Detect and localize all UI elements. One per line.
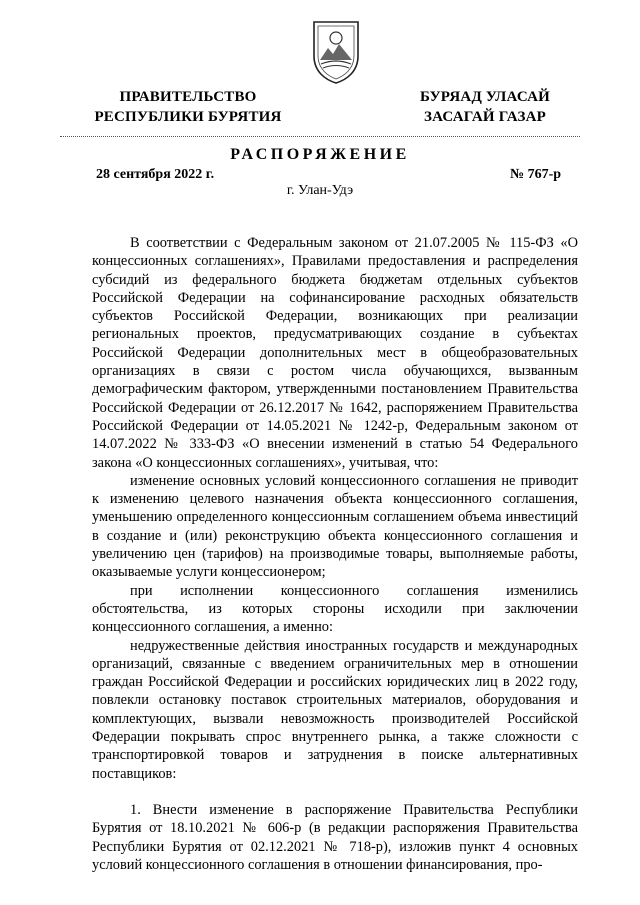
government-name-buryat-line2: ЗАСАГАЙ ГАЗАР bbox=[424, 109, 546, 125]
document-date: 28 сентября 2022 г. bbox=[96, 167, 215, 182]
paragraph-condition-2: при исполнении концессионного соглашения изменились обстоятельства, из которых стороны исходили при заключении концессионного соглашения, а именно: bbox=[92, 582, 578, 636]
government-name-line1: ПРАВИТЕЛЬСТВО bbox=[119, 89, 257, 105]
document-type: РАСПОРЯЖЕНИЕ bbox=[230, 146, 410, 163]
government-name-buryat bbox=[400, 87, 570, 127]
government-name-line2: РЕСПУБЛИКИ БУРЯТИЯ bbox=[94, 109, 282, 125]
document-body bbox=[92, 234, 578, 874]
paragraph-item-1: 1. Внести изменение в распоряжение Правительства Республики Бурятия от 18.10.2021 № 606-р (в редакции распоряжения Правительства Республики Бурятия от 02.12.2021 № 718-р), изложив пункт 4 основных условий концессионного соглашения в отношении финансирования, про- bbox=[92, 801, 578, 873]
coat-of-arms-icon bbox=[310, 18, 362, 84]
paragraph-condition-details: недружественные действия иностранных государств и международных организаций, связанные с введением ограничительных мер в отношении граждан Российской Федерации и российских юридических лиц в 2022 году, повлекли остановку поставок строительных материалов, оборудования и комплектующих, вызвали невозможность производителей Российской Федерации покрывать спрос внутреннего рынка, а также сложности с транспортировкой товаров и затруднения в поиске альтернативных поставщиков: bbox=[92, 637, 578, 782]
paragraph-preamble: В соответствии с Федеральным законом от 21.07.2005 № 115-ФЗ «О концессионных соглашениях», Правилами предоставления и распределения субсидий из федерального бюджета бюджетам отдельных субъектов Российской Федерации на софинансирование расходных обязательств субъектов Российской Федерации, возникающих при реализации региональных проектов, предусматривающих создание в субъектах Российской Федерации дополнительных мест в общеобразовательных организациях в связи с ростом числа обучающихся, вызванным демографическим фактором, утвержденными постановлением Правительства Российской Федерации от 26.12.2017 № 1642, распоряжением Правительства Российской Федерации от 14.05.2021 № 1242-р, Федеральным законом от 14.07.2022 № 333-ФЗ «О внесении изменений в статью 54 Федерального закона «О концессионных соглашениях», учитывая, что: bbox=[92, 235, 578, 471]
paragraph-condition-1: изменение основных условий концессионного соглашения не приводит к изменению целевого назначения объекта концессионного соглашения, уменьшению определенного концессионным соглашением объема инвестиций в создание и (или) реконструкцию объекта концессионного соглашения и увеличению цен (тарифов) на производимые товары, выполняемые работы, оказываемые услуги концессионером; bbox=[92, 472, 578, 581]
government-name-russian bbox=[88, 87, 288, 127]
document-city: г. Улан-Удэ bbox=[286, 183, 354, 198]
government-name-buryat-line1: БУРЯАД УЛАСАЙ bbox=[419, 89, 551, 105]
document-number: № 767-р bbox=[510, 167, 562, 182]
header-divider bbox=[60, 136, 580, 137]
